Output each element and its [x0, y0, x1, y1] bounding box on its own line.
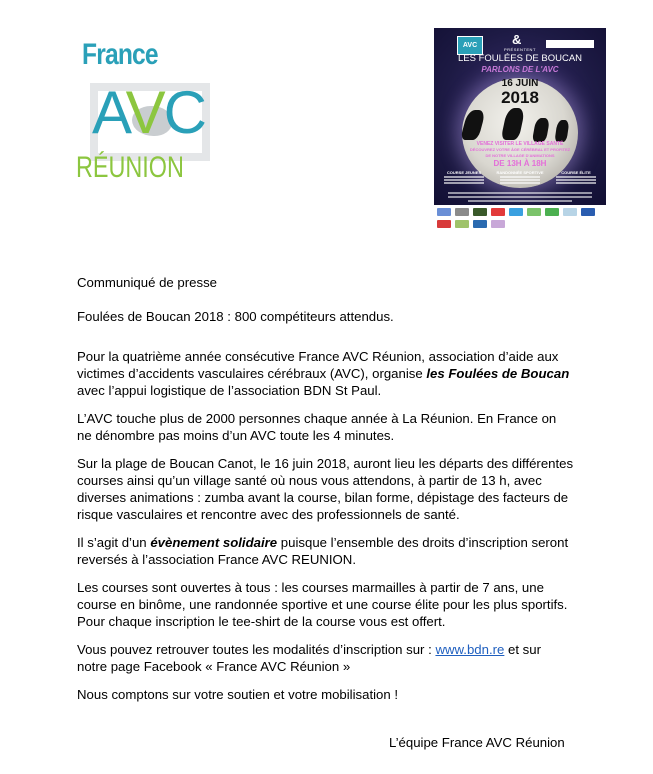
poster-course	[494, 170, 546, 185]
sponsor-logo	[581, 208, 595, 216]
text-run: Il s’agit d’un	[77, 535, 151, 550]
poster-date-day: 16 JUIN	[501, 78, 539, 89]
text-run: et sur notre page Facebook « France AVC Réunion »	[77, 642, 542, 674]
logo-france-text: France	[82, 38, 158, 71]
poster-title: LES FOULÉES DE BOUCAN	[457, 53, 583, 64]
document-body	[77, 348, 597, 703]
paragraph-closing: Nous comptons sur votre soutien et votre mobilisation !	[77, 687, 399, 702]
poster-course-title: COURSE ÉLITE	[561, 170, 591, 175]
sponsor-logo	[491, 208, 505, 216]
logo-letter-c: C	[163, 79, 205, 146]
poster-course	[438, 170, 490, 185]
poster-village-line: DÉCOUVREZ VOTRE ÂGE CÉRÉBRAL ET PROFITEZ	[469, 147, 571, 152]
paragraph-courses: Les courses sont ouvertes à tous : les courses marmailles à partir de 7 ans, une course en binôme, une randonnée sportive et une course élite pour les plus sportifs. Pour chaque inscription le tee-shirt de la course vous est offert.	[77, 580, 568, 629]
poster-footer-info	[448, 190, 592, 204]
logo-avc-text	[92, 78, 205, 148]
text-run: Vous pouvez retrouver toutes les modalités d’inscription sur :	[77, 642, 436, 657]
france-avc-reunion-logo	[70, 38, 220, 188]
poster-hours: DE 13H À 18H	[493, 159, 547, 168]
poster-course-title: COURSE JEUNES	[446, 170, 482, 175]
poster-course-title: RANDONNÉE SPORTIVE	[496, 170, 544, 175]
sponsor-logo	[509, 208, 523, 216]
paragraph-solidarity	[77, 534, 577, 568]
paragraph-event-details: Sur la plage de Boucan Canot, le 16 juin 2018, auront lieu les départs des différentes courses ainsi qu’un village santé où nous vous attendons, à partir de 13 h, avec diverses animations : zumba avant la course, bilan forme, dépistage des facteurs de risque vasculaires et rencontre avec des professionnels de santé.	[77, 456, 574, 522]
paragraph-statistics: L’AVC touche plus de 2000 personnes chaque année à La Réunion. En France on ne dénombre pas moins d’un AVC toute les 4 minutes.	[77, 411, 557, 443]
poster-date-year: 2018	[501, 88, 539, 107]
bdn-website-link[interactable]: www.bdn.re	[435, 642, 505, 657]
poster-courses	[438, 170, 602, 185]
poster-village-line: VENEZ VISITER LE VILLAGE SANTÉ	[476, 141, 564, 147]
text-run: avec l’appui logistique de l’association BDN St Paul.	[77, 383, 382, 398]
solidarity-emphasis: évènement solidaire	[150, 535, 278, 550]
poster-village-line: DE NOTRE VILLAGE D'ANIMATIONS	[485, 153, 555, 158]
event-name-emphasis: les Foulées de Boucan	[426, 366, 570, 381]
poster-background	[434, 28, 606, 205]
sponsor-logo	[473, 208, 487, 216]
poster-presente: PRÉSENTENT	[504, 47, 536, 52]
logo-reunion-text: RÉUNION	[76, 151, 184, 184]
sponsor-logo	[455, 208, 469, 216]
signature: L’équipe France AVC Réunion	[389, 735, 565, 750]
poster-avc-logo: AVC	[457, 36, 483, 55]
event-poster	[434, 28, 606, 231]
sponsor-logo	[563, 208, 577, 216]
poster-ampersand: &	[512, 32, 522, 47]
sponsor-logo	[455, 220, 469, 228]
logo-letter-a: A	[92, 79, 126, 146]
logo-letter-v: V	[125, 79, 164, 146]
poster-village-text	[434, 141, 606, 159]
poster-course	[550, 170, 602, 185]
paragraph-intro	[77, 348, 582, 399]
document-subject: Foulées de Boucan 2018 : 800 compétiteurs attendus.	[77, 309, 394, 324]
paragraph-registration	[77, 641, 567, 675]
text-run: puisque l’ensemble des droits d’inscription seront reversés à l’association France AVC REUNION.	[77, 535, 569, 567]
poster-sponsor-logos	[434, 208, 606, 230]
document-heading: Communiqué de presse	[77, 275, 218, 290]
sponsor-logo	[545, 208, 559, 216]
sponsor-logo	[491, 220, 505, 228]
text-run: Pour la quatrième année consécutive France AVC Réunion, association d’aide aux victimes d’accidents vasculaires cérébraux (AVC), organise	[77, 349, 559, 381]
poster-partner-logo	[546, 40, 594, 48]
sponsor-logo	[473, 220, 487, 228]
sponsor-logo	[437, 208, 451, 216]
sponsor-logo	[437, 220, 451, 228]
poster-subtitle: PARLONS DE L'AVC	[481, 65, 559, 74]
sponsor-logo	[527, 208, 541, 216]
